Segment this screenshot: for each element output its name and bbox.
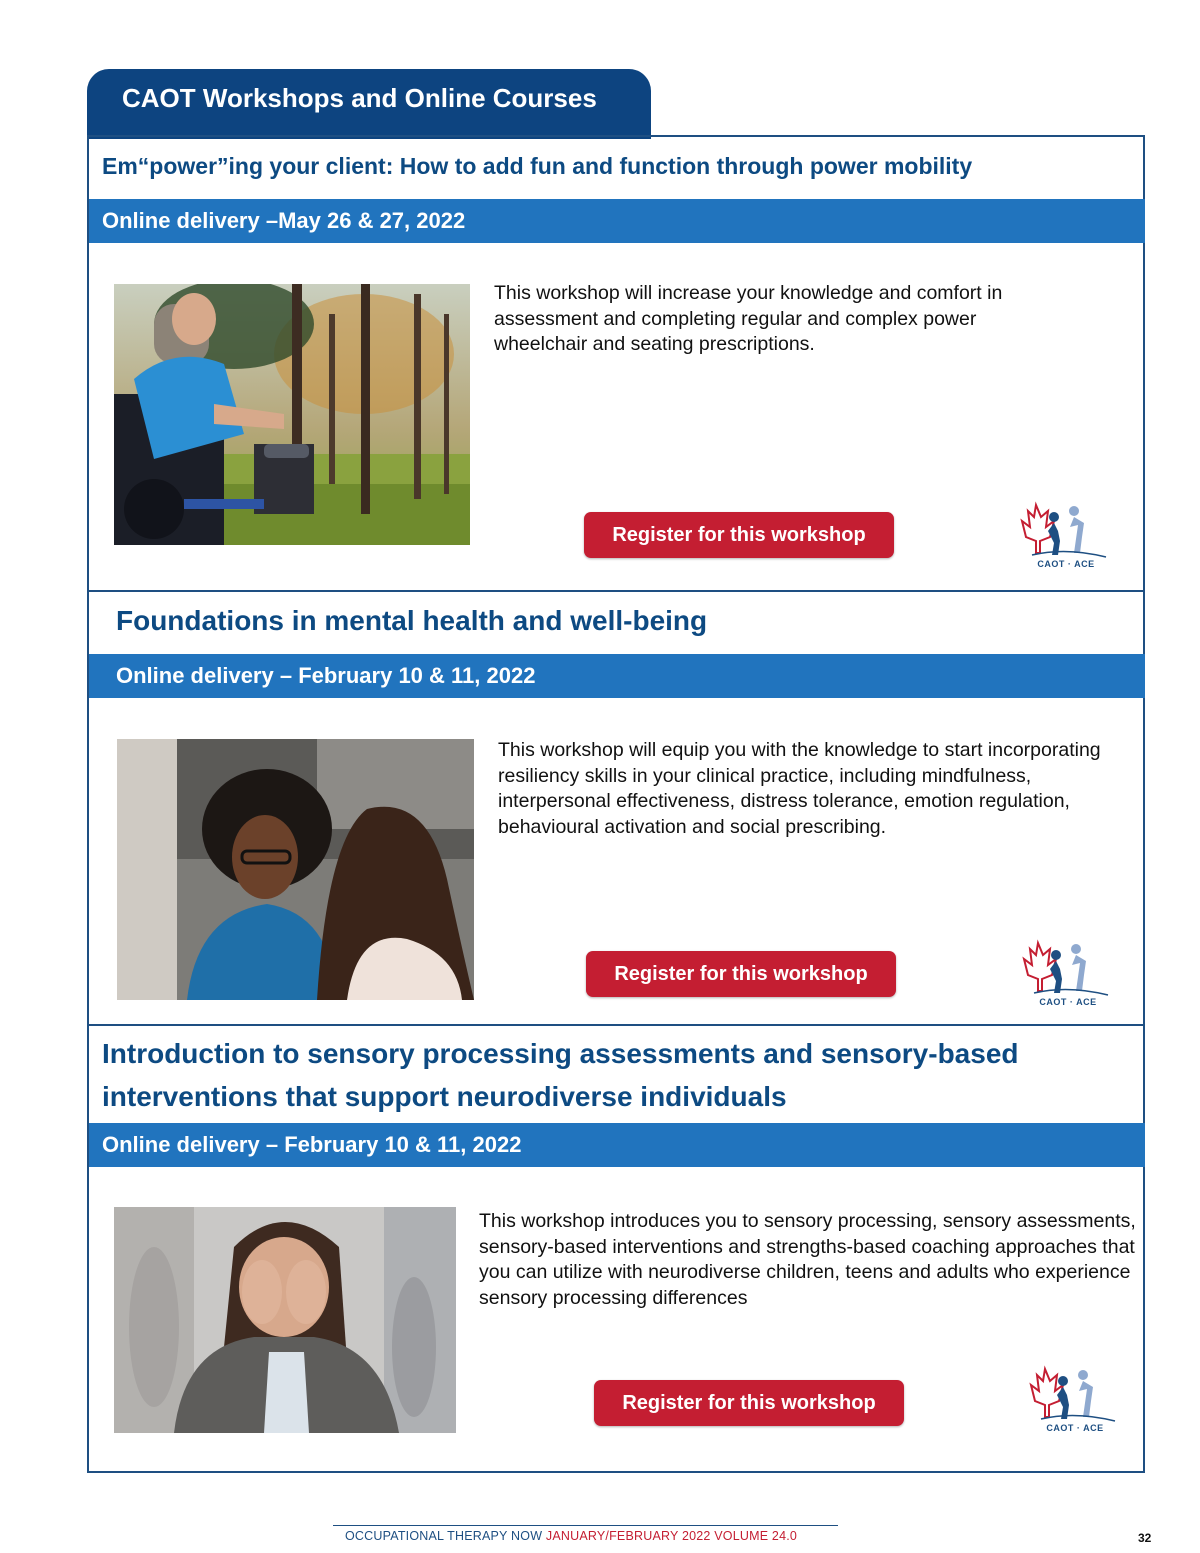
- caot-logo-icon: [1018, 497, 1114, 563]
- footer-rule: [333, 1525, 838, 1526]
- caot-logo-icon: [1020, 935, 1116, 1001]
- workshop-1-delivery-bar: [89, 199, 1145, 243]
- workshop-2-delivery-bar: [89, 654, 1145, 698]
- workshop-1-register-button[interactable]: Register for this workshop: [584, 512, 894, 558]
- page-number: 32: [1138, 1531, 1152, 1545]
- workshop-1-description: This workshop will increase your knowledge and comfort in assessment and completing regular and complex power wheelchair and seating prescriptions.: [494, 282, 1003, 355]
- workshop-1-photo-wheelchair: [114, 284, 470, 545]
- workshop-2-divider: [89, 1024, 1145, 1026]
- workshop-2-description: This workshop will equip you with the knowledge to start incorporating resiliency skills in your clinical practice, including mindfulness, interpersonal effectiveness, distress tolerance, emotion regulation, behavioural activation and social prescribing.: [498, 739, 1101, 838]
- workshop-2-register-button[interactable]: Register for this workshop: [586, 951, 896, 997]
- workshop-2-logo-text: CAOT · ACE: [1039, 997, 1097, 1007]
- workshop-3-description: This workshop introduces you to sensory processing, sensory assessments, sensory-based interventions and strengths-based coaching approaches that you can utilize with neurodiverse children, teens and adults who experience sensory processing differences: [479, 1210, 1136, 1309]
- workshop-1-caot-logo: [1018, 497, 1114, 575]
- workshop-3-logo-text: CAOT · ACE: [1046, 1423, 1104, 1433]
- workshop-1-delivery: Online delivery –May 26 & 27, 2022: [102, 208, 466, 233]
- workshop-1-title: Em“power”ing your client: How to add fun and function through power mobility: [102, 153, 973, 179]
- workshop-3-title: Introduction to sensory processing assessments and sensory-based interventions that support neurodiverse individuals: [102, 1038, 1019, 1112]
- workshop-2-caot-logo: [1020, 935, 1116, 1013]
- footer-volume: VOLUME 24.0: [714, 1529, 798, 1543]
- workshop-2-photo-conversation: [117, 739, 474, 1000]
- footer-text: [345, 1529, 797, 1543]
- workshop-3-photo-stressed-woman: [114, 1207, 456, 1433]
- caot-logo-icon: [1027, 1361, 1123, 1427]
- section-header-tab: CAOT Workshops and Online Courses: [87, 69, 651, 139]
- workshop-3-register-button[interactable]: Register for this workshop: [594, 1380, 904, 1426]
- workshop-3-delivery: Online delivery – February 10 & 11, 2022: [102, 1132, 522, 1157]
- workshop-1-divider: [89, 590, 1145, 592]
- workshops-frame: [87, 135, 1145, 1473]
- workshop-2-delivery: Online delivery – February 10 & 11, 2022: [116, 663, 536, 688]
- workshop-3-delivery-bar: [89, 1123, 1145, 1167]
- workshop-1-logo-text: CAOT · ACE: [1037, 559, 1095, 569]
- workshop-2-title: Foundations in mental health and well-being: [116, 605, 708, 636]
- footer-issue: JANUARY/FEBRUARY 2022: [545, 1529, 711, 1543]
- workshop-3-caot-logo: [1027, 1361, 1123, 1439]
- footer-journal: OCCUPATIONAL THERAPY NOW: [345, 1529, 543, 1543]
